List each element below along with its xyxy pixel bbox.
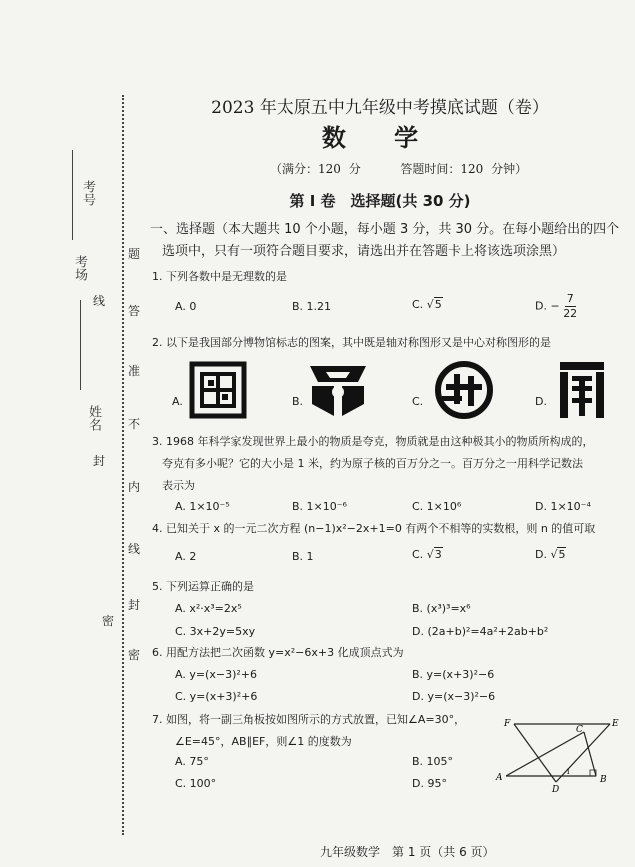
q3-option-b: B. 1×10⁻⁶ <box>292 500 347 513</box>
q1-option-a: A. 0 <box>175 300 197 313</box>
seal-char-4: 不 <box>128 417 141 431</box>
q1-stem: 1. 下列各数中是无理数的是 <box>152 270 287 283</box>
q4-option-c <box>412 548 443 561</box>
q7-stem-line-1: 7. 如图，将一副三角板按如图所示的方式放置，已知∠A=30°， <box>152 713 466 726</box>
intro-line-1: 一、选择题（本大题共 10 个小题，每小题 3 分，共 30 分。在每小题给出的四个 <box>150 222 620 237</box>
q4-option-d-prefix: D. <box>535 548 547 561</box>
q2-option-c: C. <box>412 395 424 408</box>
q2-option-d: D. <box>535 395 547 408</box>
q4-stem: 4. 已知关于 x 的一元二次方程 (n−1)x²−2x+1=0 有两个不相等的实数根，则 n 的值可取 <box>152 522 596 535</box>
score-info: （满分：120 分 <box>270 162 361 176</box>
label-b: B <box>600 775 607 785</box>
room-label: 考场 <box>72 255 87 281</box>
q3-stem-line-2: 夸克有多小呢？它的大小是 1 米，约为原子核的百万分之一。百万分之一用科学记数法 <box>162 457 583 470</box>
q1-option-c-radicand: 5 <box>434 298 442 311</box>
time-info: 答题时间：120 分钟） <box>400 162 528 176</box>
seal-char-2: 答 <box>128 304 141 318</box>
line-ac <box>506 732 584 776</box>
q6-option-c: C. y=(x+3)²+6 <box>175 690 258 703</box>
side-char-line: 线 <box>93 294 106 308</box>
q4-option-c-radicand: 3 <box>434 548 442 561</box>
q3-option-a: A. 1×10⁻⁵ <box>175 500 230 513</box>
q7-option-d: D. 95° <box>412 777 447 790</box>
q1-option-c-sqrt: √5 <box>426 298 442 311</box>
q1-option-d-denominator: 22 <box>563 307 578 320</box>
q6-option-b: B. y=(x+3)²−6 <box>412 668 495 681</box>
museum-emblem-b-icon <box>306 358 370 422</box>
exam-info <box>270 160 527 177</box>
q1-option-d-numerator: 7 <box>566 292 574 305</box>
section-title: 第 Ⅰ 卷 选择题(共 30 分) <box>289 192 471 210</box>
line-cb <box>584 732 596 776</box>
side-char-seal: 封 <box>93 454 106 468</box>
q4-option-d-radicand: 5 <box>558 548 566 561</box>
q6-stem: 6. 用配方法把二次函数 y=x²−6x+3 化成顶点式为 <box>152 646 404 659</box>
q6-option-d: D. y=(x−3)²−6 <box>412 690 496 703</box>
q6-option-a: A. y=(x−3)²+6 <box>175 668 257 681</box>
museum-emblem-a-icon <box>186 358 250 422</box>
exam-title: 2023 年太原五中九年级中考摸底试题（卷） <box>211 98 549 118</box>
q4-option-d-sqrt: √5 <box>550 548 566 561</box>
q3-stem-line-1: 3. 1968 年科学家发现世界上最小的物质是夸克，物质就是由这种极其小的物质所构成的， <box>152 435 594 448</box>
label-a: A <box>496 773 503 783</box>
q3-option-d: D. 1×10⁻⁴ <box>535 500 591 513</box>
line-fd <box>514 724 556 782</box>
label-c: C <box>576 725 583 735</box>
seal-char-1: 题 <box>128 247 141 261</box>
seal-char-8: 密 <box>128 648 141 662</box>
number-label: 考号 <box>80 180 95 206</box>
seal-char-5: 内 <box>128 480 141 494</box>
q4-option-d <box>535 548 566 561</box>
q5-stem: 5. 下列运算正确的是 <box>152 580 254 593</box>
q2-option-b: B. <box>292 395 304 408</box>
q7-stem-line-2: ∠E=45°，AB∥EF，则∠1 的度数为 <box>175 735 352 748</box>
intro-line-2: 选项中，只有一项符合题目要求，请选出并在答题卡上将该选项涂黑） <box>162 244 566 259</box>
label-d: D <box>552 785 560 795</box>
label-e: E <box>612 719 619 729</box>
seal-char-7: 封 <box>128 598 141 612</box>
binding-dotted-line <box>122 95 124 835</box>
q1-option-b: B. 1.21 <box>292 300 332 313</box>
q5-option-b: B. (x³)³=x⁶ <box>412 602 471 615</box>
label-f: F <box>504 719 511 729</box>
q2-option-a: A. <box>172 395 183 408</box>
seal-char-3: 准 <box>128 364 141 378</box>
q3-stem-line-3: 表示为 <box>162 479 195 492</box>
q1-option-d-prefix: D. − <box>535 299 560 313</box>
museum-emblem-c-icon <box>432 358 496 422</box>
q2-stem: 2. 以下是我国部分博物馆标志的图案，其中既是轴对称图形又是中心对称图形的是 <box>152 336 551 349</box>
subject-title: 数 学 <box>321 123 439 152</box>
q4-option-a: A. 2 <box>175 550 197 563</box>
q5-option-a: A. x²·x³=2x⁵ <box>175 602 242 615</box>
page-footer: 九年级数学 第 1 页（共 6 页） <box>320 845 495 859</box>
label-angle-1: 1 <box>566 768 571 776</box>
seal-char-6: 线 <box>128 542 141 556</box>
q4-option-c-prefix: C. <box>412 548 424 561</box>
q1-option-d <box>535 292 577 321</box>
q1-option-d-fraction <box>563 292 577 321</box>
name-label: 姓名 <box>86 405 101 431</box>
q5-option-d: D. (2a+b)²=4a²+2ab+b² <box>412 625 549 638</box>
museum-emblem-d-icon <box>550 358 614 422</box>
q4-option-b: B. 1 <box>292 550 314 563</box>
q4-option-c-sqrt: √3 <box>426 548 442 561</box>
q3-option-c: C. 1×10⁶ <box>412 500 462 513</box>
name-underline <box>72 150 74 240</box>
room-underline <box>80 300 82 390</box>
q7-option-c: C. 100° <box>175 777 217 790</box>
q1-option-c <box>412 298 443 311</box>
q7-triangle-figure <box>492 712 622 796</box>
q7-option-b: B. 105° <box>412 755 454 768</box>
side-char-secret: 密 <box>102 614 115 628</box>
q1-option-c-prefix: C. <box>412 298 424 311</box>
q5-option-c: C. 3x+2y=5xy <box>175 625 256 638</box>
q7-option-a: A. 75° <box>175 755 209 768</box>
